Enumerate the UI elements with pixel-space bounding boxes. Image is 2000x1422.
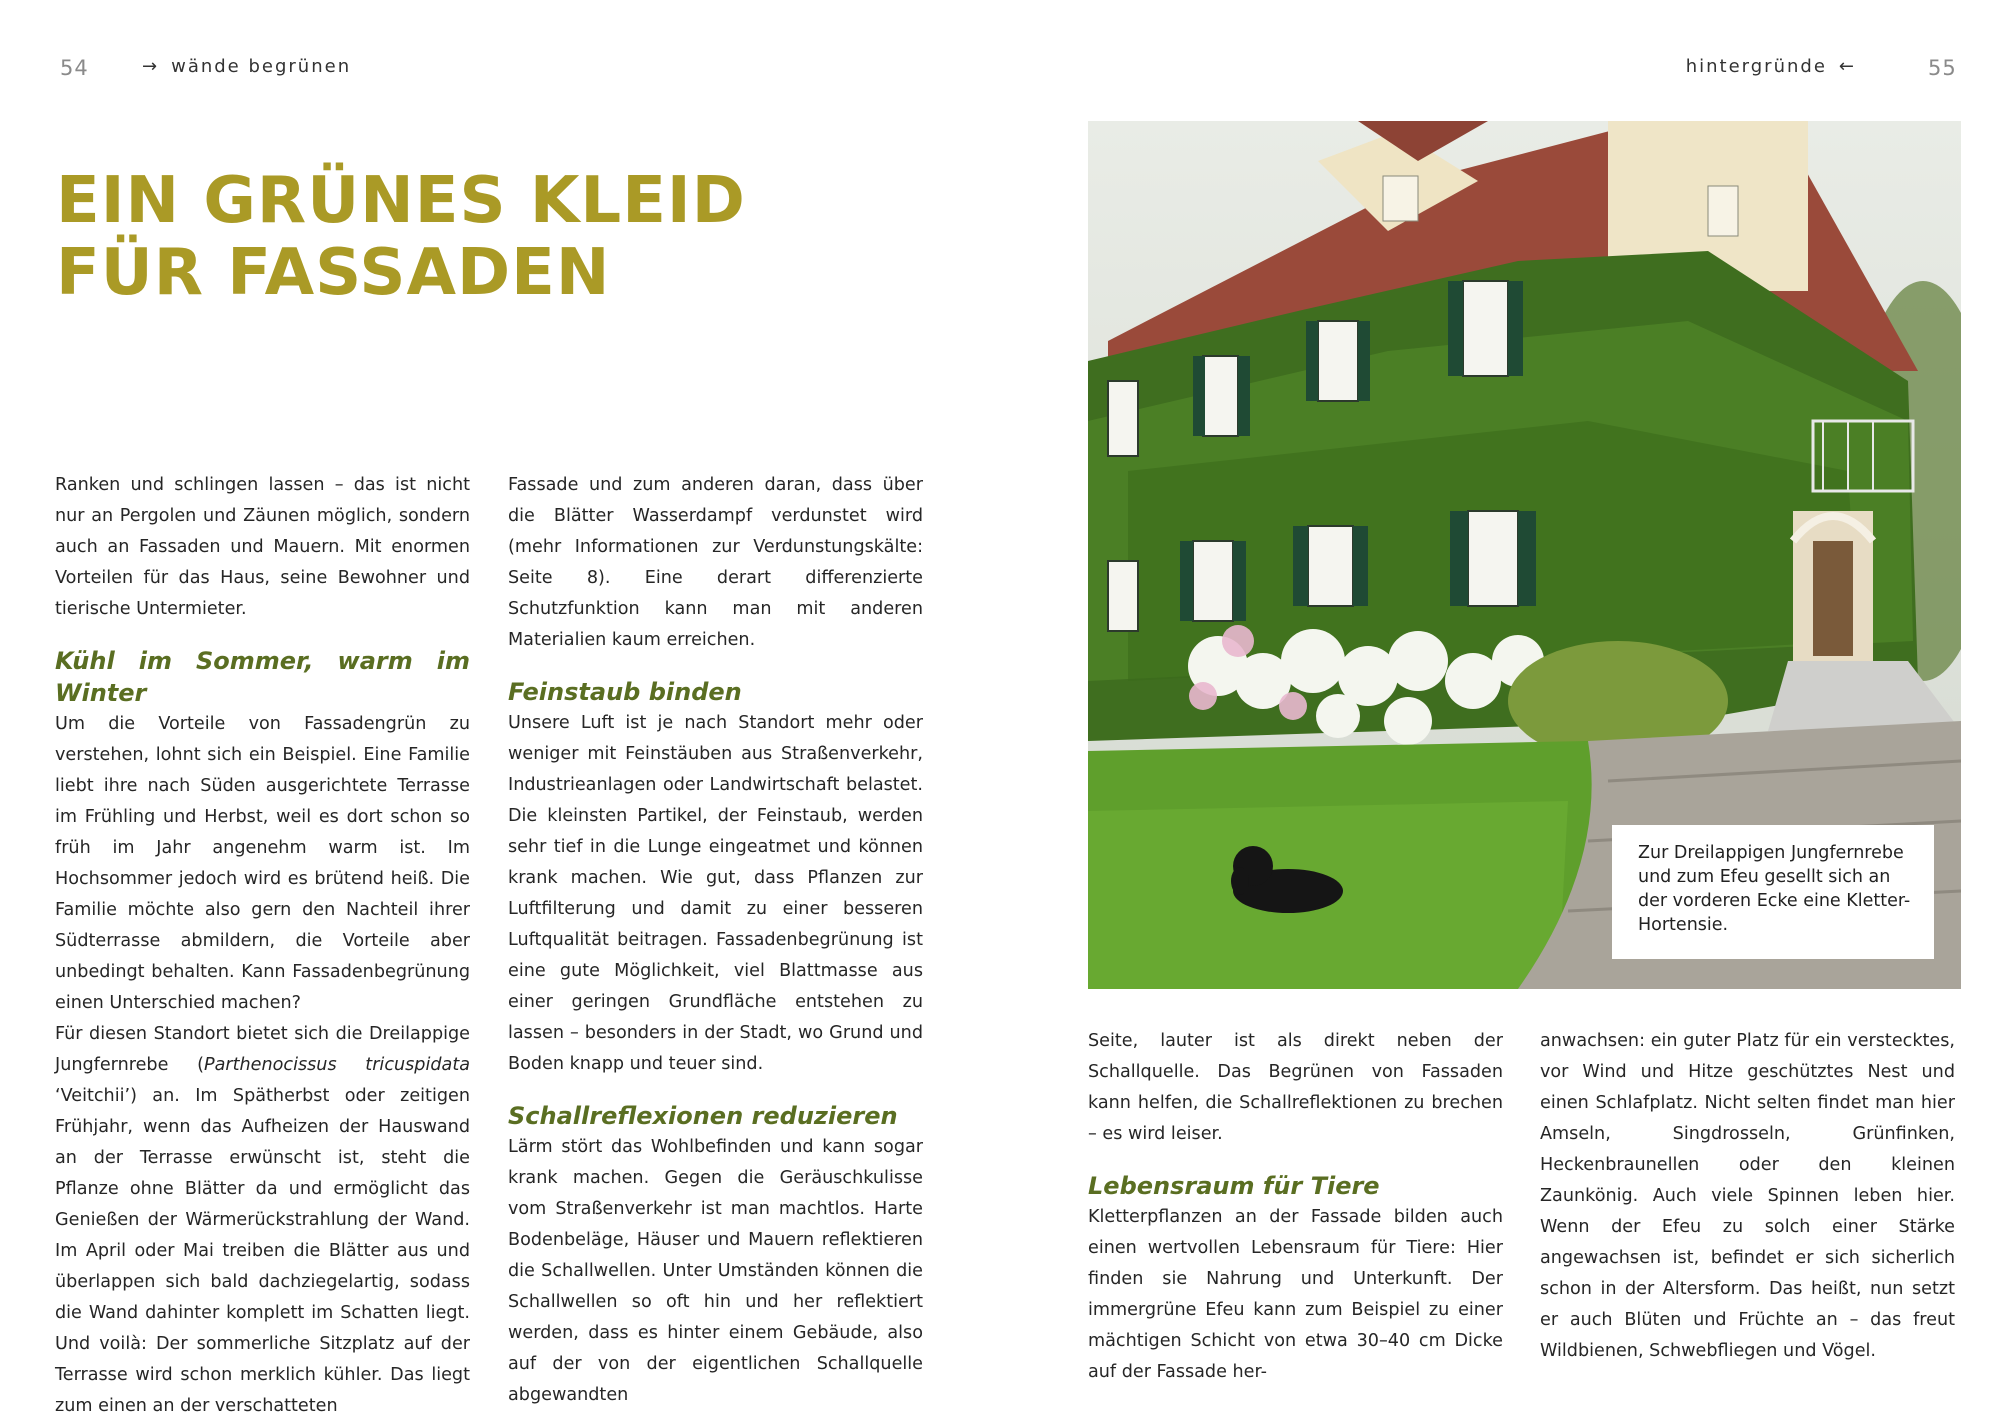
photo-caption: Zur Dreilappigen Jungfernrebe und zum Efeu gesellt sich an der vorderen Ecke eine Kletter-Hortensie. <box>1612 825 1934 959</box>
text-column-2 <box>508 470 923 1411</box>
paragraph-kuehl-2 <box>55 1019 470 1422</box>
left-running-head-text: wände begrünen <box>171 56 352 77</box>
left-page-number: 54 <box>60 56 89 80</box>
paragraph-lebensraum-continued: anwachsen: ein guter Platz für ein verstecktes, vor Wind und Hitze geschütztes Nest und einen Schlafplatz. Nicht selten findet man hier Amseln, Singdrosseln, Grünfinken, Heckenbraunellen oder den kleinen Zaunkönig. Auch viele Spinnen leben hier. Wenn der Efeu zu solch einer Stärke angewachsen ist, befindet er sich sicherlich schon in der Altersform. Das heißt, nun setzt er auch Blüten und Früchte an – das freut Wildbienen, Schwebfliegen und Vögel. <box>1540 1031 1955 1361</box>
section-heading-lebensraum: Lebensraum für Tiere <box>1088 1172 1380 1200</box>
right-running-head <box>1686 56 1868 77</box>
paragraph-lebensraum: Kletterpflanzen an der Fassade bilden auch einen wertvollen Lebensraum für Tiere: Hier finden sie Nahrung und Unterkunft. Der immergrüne Efeu kann zum Beispiel zu einer mächtigen Schicht von etwa 30–40 cm Dicke auf der Fassade her- <box>1088 1207 1503 1382</box>
paragraph-kuehl-2-a: Für diesen Standort bietet sich die Dreilappige Jungfernrebe ( <box>55 1024 470 1075</box>
arrow-left-icon: ← <box>1838 56 1856 77</box>
paragraph-schall: Lärm stört das Wohlbefinden und kann sogar krank machen. Gegen die Geräuschkulisse vom Straßenverkehr ist man machtlos. Harte Bodenbeläge, Häuser und Mauern reflektieren die Schallwellen. Unter Umständen können die Schallwellen so oft hin und her reflektiert werden, dass es hinter einem Gebäude, also auf der von der eigentlichen Schallquelle abgewandten <box>508 1137 923 1405</box>
text-column-1 <box>55 470 470 1422</box>
section-heading-kuehl: Kühl im Sommer, warm im Winter <box>55 647 470 707</box>
paragraph-schall-continued: Seite, lauter ist als direkt neben der Schallquelle. Das Begrünen von Fassaden kann helfen, die Schallreflektionen zu brechen – es wird leiser. <box>1088 1031 1503 1144</box>
paragraph-kuehl-2-b: ‘Veitchii’) an. Im Spätherbst oder zeitigen Frühjahr, wenn das Aufheizen der Hauswand an der Terrasse erwünscht ist, steht die Pflanze ohne Blätter da und ermöglicht das Genießen der Wärmerückstrahlung der Wand. Im April oder Mai treiben die Blätter aus und überlappen sich bald dachziegelartig, sodass die Wand dahinter komplett im Schatten liegt. Und voilà: Der sommerliche Sitzplatz auf der Terrasse wird schon merklich kühler. Das liegt zum einen an der verschatteten <box>55 1086 470 1416</box>
text-column-3 <box>1088 1026 1503 1388</box>
paragraph-continued: Fassade und zum anderen daran, dass über die Blätter Wasserdampf verdunstet wird (mehr Informationen zur Verdunstungskälte: Seite 8). Eine derart differenzierte Schutzfunktion kann man mit anderen Materialien kaum erreichen. <box>508 475 923 650</box>
right-running-head-text: hintergründe <box>1685 56 1827 77</box>
left-running-head <box>130 56 351 77</box>
section-heading-feinstaub: Feinstaub binden <box>508 678 742 706</box>
paragraph-kuehl-1: Um die Vorteile von Fassadengrün zu verstehen, lohnt sich ein Beispiel. Eine Familie liebt ihre nach Süden ausgerichtete Terrasse im Frühling und Herbst, weil es dort schon so früh im Jahr angenehm warm ist. Im Hochsommer jedoch wird es brütend heiß. Die Familie möchte also gern den Nachteil ihrer Südterrasse abmildern, die Vorteile aber unbedingt behalten. Kann Fassadenbegrünung einen Unterschied machen? <box>55 714 470 1013</box>
intro-paragraph: Ranken und schlingen lassen – das ist nicht nur an Pergolen und Zäunen möglich, sondern auch an Fassaden und Mauern. Mit enormen Vorteilen für das Haus, seine Bewohner und tierische Untermieter. <box>55 475 470 619</box>
right-page-number: 55 <box>1928 56 1957 80</box>
latin-name: Parthenocissus tricuspidata <box>203 1055 470 1075</box>
section-heading-schall: Schallreflexionen reduzieren <box>508 1102 898 1130</box>
text-column-4 <box>1540 1026 1955 1367</box>
paragraph-feinstaub: Unsere Luft ist je nach Standort mehr oder weniger mit Feinstäuben aus Straßenverkehr, Industrieanlagen oder Landwirtschaft belastet. Die kleinsten Partikel, der Feinstaub, werden sehr tief in die Lunge eingeatmet und können krank machen. Wie gut, dass Pflanzen zur Luftfilterung und damit zu einer besseren Luftqualität beitragen. Fassadenbegrünung ist eine gute Möglichkeit, viel Blattmasse aus einer geringen Grundfläche entstehen zu lassen – besonders in der Stadt, wo Grund und Boden knapp und teuer sind. <box>508 713 923 1074</box>
arrow-right-icon: → <box>142 56 160 77</box>
page-title: EIN GRÜNES KLEID FÜR FASSADEN <box>56 164 746 310</box>
